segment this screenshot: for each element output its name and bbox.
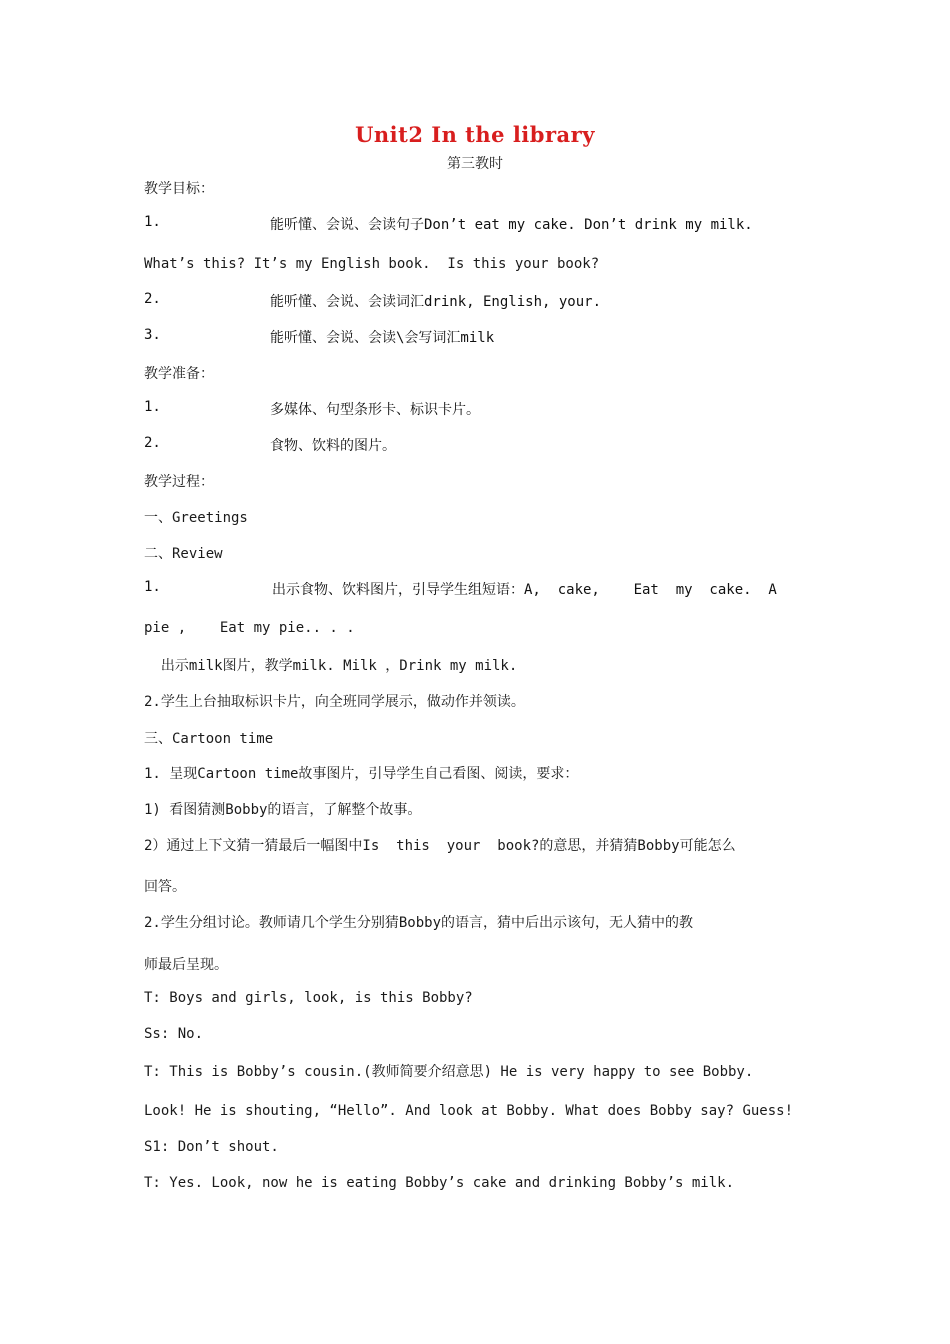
goal-3-text: 能听懂、会说、会读\会写词汇milk	[270, 330, 495, 346]
review-1-text: 出示食物、饮料图片，引导学生组短语：A, cake, Eat my cake. A	[272, 582, 777, 598]
page-subtitle: 第三教时	[447, 156, 503, 172]
cartoon-step-1b: 2）通过上下文猜一猜最后一幅图中Is this your book?的意思，并猜猜Bobby可能怎么	[144, 838, 736, 854]
goals-heading: 教学目标：	[144, 181, 214, 197]
page-title: Unit2 In the library	[355, 122, 595, 147]
section-greetings: 一、Greetings	[144, 510, 248, 526]
cartoon-step-2-continuation: 师最后呈现。	[144, 957, 228, 973]
cartoon-step-2: 2.学生分组讨论。教师请几个学生分别猜Bobby的语言，猜中后出示该句，无人猜中的教	[144, 915, 693, 931]
cartoon-step-1: 1. 呈现Cartoon time故事图片，引导学生自己看图、阅读，要求：	[144, 766, 579, 782]
prep-1-number: 1.	[144, 399, 161, 415]
dialogue-line-3-continuation: Look! He is shouting, “Hello”. And look at Bobby. What does Bobby say? Guess!	[144, 1103, 794, 1119]
dialogue-line-3: T: This is Bobby’s cousin.(教师简要介绍意思) He is very happy to see Bobby.	[144, 1064, 754, 1080]
section-cartoon-time: 三、Cartoon time	[144, 731, 274, 747]
goal-1-number: 1.	[144, 214, 161, 230]
dialogue-line-5: T: Yes. Look, now he is eating Bobby’s cake and drinking Bobby’s milk.	[144, 1175, 735, 1191]
goal-3-number: 3.	[144, 327, 161, 343]
section-review: 二、Review	[144, 546, 223, 562]
dialogue-line-2: Ss: No.	[144, 1026, 204, 1042]
review-1-number: 1.	[144, 579, 161, 595]
dialogue-line-1: T: Boys and girls, look, is this Bobby?	[144, 990, 473, 1006]
goal-2-number: 2.	[144, 291, 161, 307]
review-1-continuation: pie , Eat my pie.. . .	[144, 620, 355, 636]
prep-2-number: 2.	[144, 435, 161, 451]
prep-2-text: 食物、饮料的图片。	[270, 438, 396, 454]
cartoon-step-1a: 1) 看图猜测Bobby的语言，了解整个故事。	[144, 802, 422, 818]
goal-1-continuation: What’s this? It’s my English book. Is this your book?	[144, 256, 600, 272]
dialogue-line-4: S1: Don’t shout.	[144, 1139, 279, 1155]
process-heading: 教学过程：	[144, 474, 214, 490]
goal-2-text: 能听懂、会说、会读词汇drink, English, your.	[270, 294, 602, 310]
review-1-milk: 出示milk图片，教学milk. Milk ，Drink my milk.	[144, 658, 518, 674]
review-2: 2.学生上台抽取标识卡片，向全班同学展示，做动作并领读。	[144, 694, 525, 710]
goal-1-text: 能听懂、会说、会读句子Don’t eat my cake. Don’t drink my milk.	[270, 217, 753, 233]
prep-1-text: 多媒体、句型条形卡、标识卡片。	[270, 402, 480, 418]
prep-heading: 教学准备：	[144, 366, 214, 382]
cartoon-step-1b-continuation: 回答。	[144, 879, 186, 895]
